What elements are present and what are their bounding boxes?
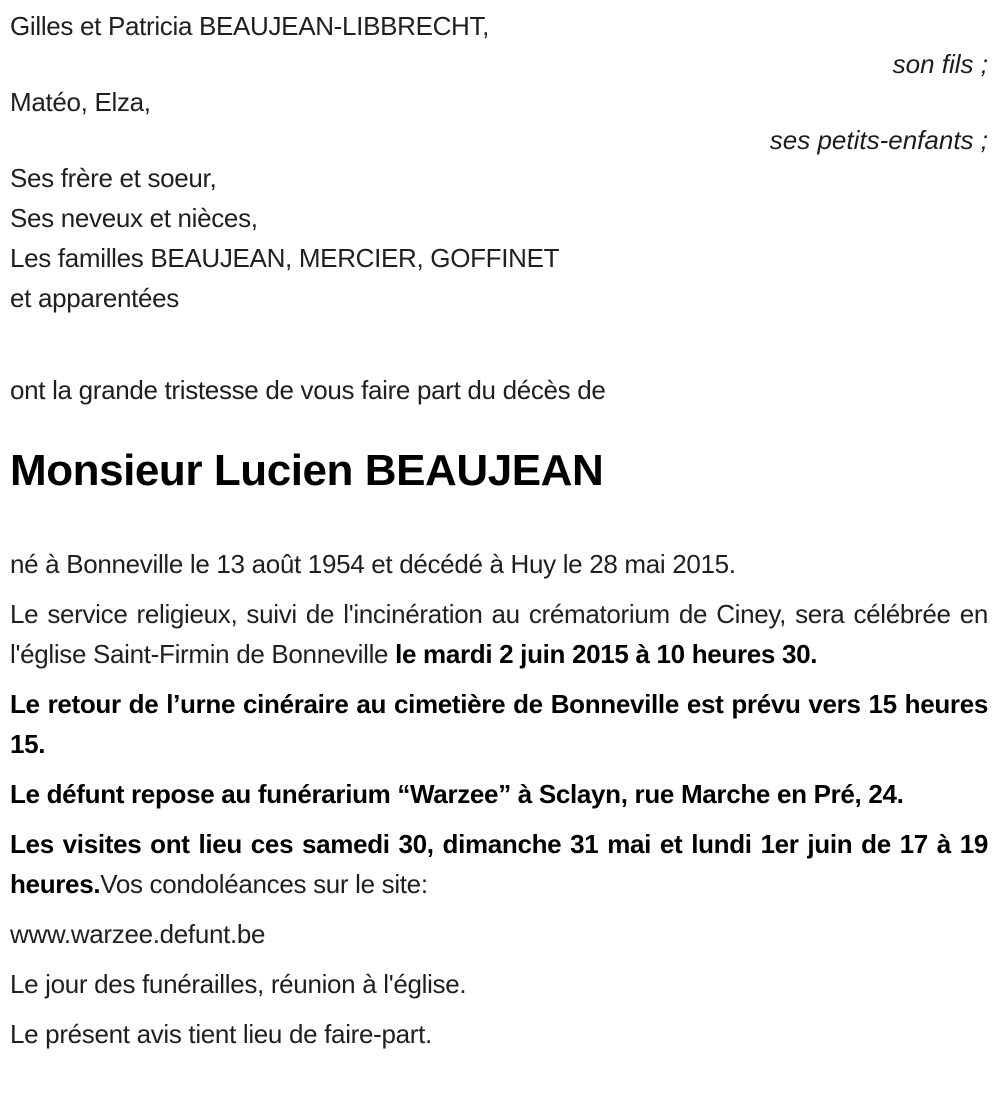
family-line: Gilles et Patricia BEAUJEAN-LIBBRECHT, [10, 11, 490, 41]
family-line: Matéo, Elza, [10, 87, 151, 117]
repose-text: Le défunt repose au funérarium “Warzee” à Sclayn, rue Marche en Pré, 24. [10, 779, 904, 809]
relation-label-son: son fils ; [892, 49, 988, 79]
family-block [10, 6, 988, 318]
funeral-day-line [10, 964, 988, 1004]
deceased-name: Monsieur Lucien BEAUJEAN [10, 446, 604, 495]
family-line: Les familles BEAUJEAN, MERCIER, GOFFINET [10, 243, 560, 273]
closing-line [10, 1014, 988, 1054]
service-text: Le service religieux, suivi de l'incinération au crématorium de Ciney, sera célébrée en l'église Saint-Firmin de Bonneville [10, 599, 988, 669]
birth-death-text: né à Bonneville le 13 août 1954 et décédé à Huy le 28 mai 2015. [10, 549, 736, 579]
notice-body [10, 544, 988, 1054]
website-url: www.warzee.defunt.be [10, 919, 266, 949]
closing-text: Le présent avis tient lieu de faire-part. [10, 1019, 432, 1049]
service-datetime: le mardi 2 juin 2015 à 10 heures 30. [395, 639, 818, 669]
urn-return-paragraph [10, 684, 988, 764]
condolences-text: Vos condoléances sur le site: [100, 869, 428, 899]
family-line: Ses frère et soeur, [10, 163, 217, 193]
funeral-day-text: Le jour des funérailles, réunion à l'église. [10, 969, 467, 999]
visits-paragraph [10, 824, 988, 904]
repose-paragraph [10, 774, 988, 814]
intro-text: ont la grande tristesse de vous faire part du décès de [10, 375, 606, 405]
relation-label-grandchildren: ses petits-enfants ; [769, 125, 988, 155]
family-line: et apparentées [10, 283, 179, 313]
service-paragraph [10, 594, 988, 674]
birth-death-line [10, 544, 988, 584]
urn-return-text: Le retour de l’urne cinéraire au cimetière de Bonneville est prévu vers 15 heures 15. [10, 689, 988, 759]
family-line: Ses neveux et nièces, [10, 203, 258, 233]
website-line [10, 914, 988, 954]
visits-text: Les visites ont lieu ces samedi 30, dimanche 31 mai et lundi 1er juin de 17 à 19 heures. [10, 829, 988, 899]
